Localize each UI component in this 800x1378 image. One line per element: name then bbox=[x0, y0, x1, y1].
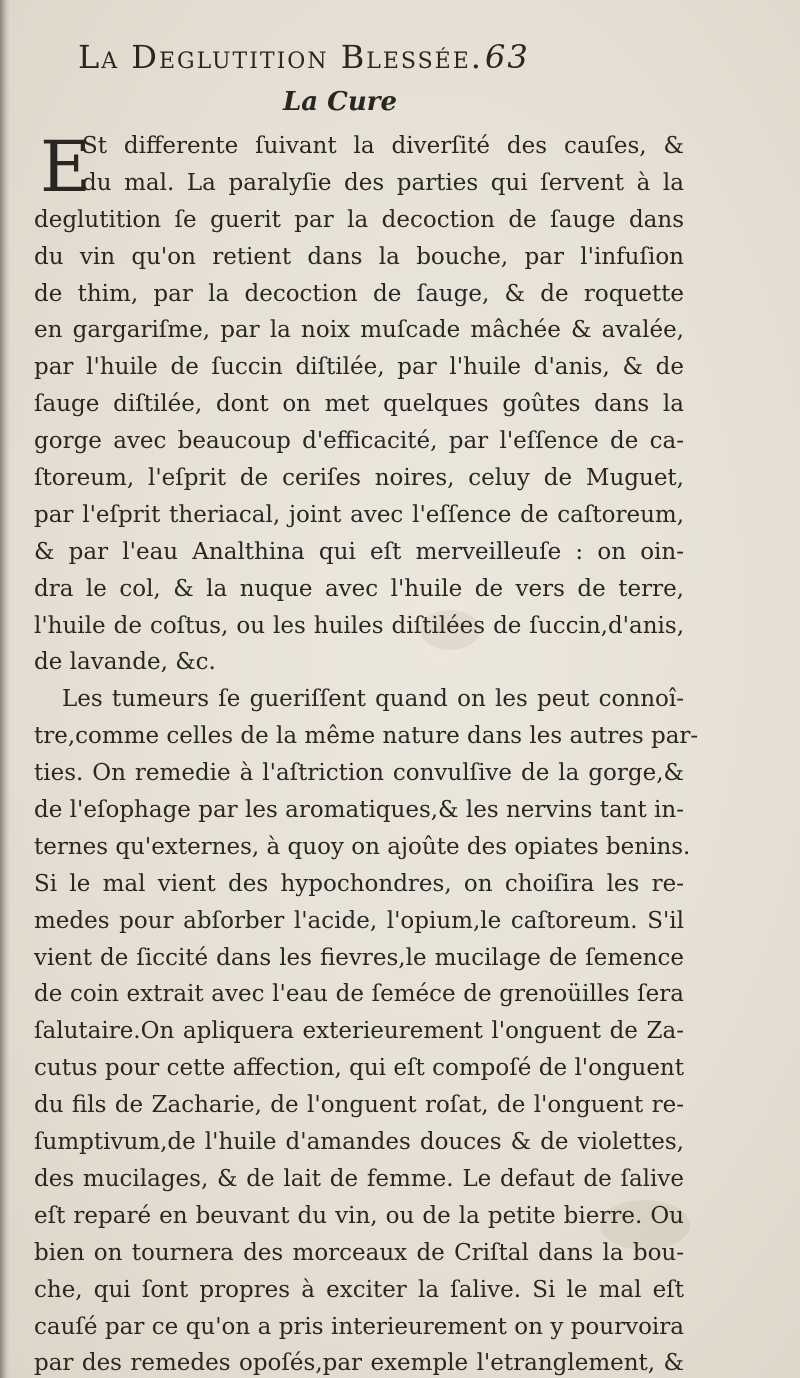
text-line: Les tumeurs ſe gueriſſent quand on les peut connoî- bbox=[62, 686, 684, 713]
page-number: 63 bbox=[484, 38, 530, 76]
text-line: l'huile de coſtus, ou les huiles diſtilées de ſuccin,d'anis, bbox=[34, 612, 684, 639]
text-line: en gargariſme, par la noix muſcade mâchée & avalée, bbox=[34, 317, 684, 344]
text-line: cutus pour cette affection, qui eſt compoſé de l'onguent bbox=[34, 1055, 684, 1082]
drop-cap: E bbox=[40, 126, 92, 208]
text-line: ties. On remedie à l'aſtriction convulſive de la gorge,& bbox=[34, 760, 684, 787]
text-line: par l'huile de ſuccin diſtilée, par l'huile d'anis, & de bbox=[34, 354, 684, 381]
body-text bbox=[34, 126, 699, 1378]
text-line: ſalutaire.On apliquera exterieurement l'onguent de Za- bbox=[34, 1018, 684, 1045]
paragraph-2 bbox=[34, 681, 699, 1378]
section-heading: La Cure bbox=[282, 87, 398, 117]
text-line: du fils de Zacharie, de l'onguent roſat, de l'onguent re- bbox=[34, 1092, 684, 1119]
text-line: Si le mal vient des hypochondres, on choiſira les re- bbox=[34, 870, 684, 897]
text-line: ſumptivum,de l'huile d'amandes douces & de violettes, bbox=[34, 1129, 684, 1156]
text-line: eſt reparé en beuvant du vin, ou de la petite bierre. Ou bbox=[34, 1202, 684, 1229]
page-gutter-shadow bbox=[0, 0, 10, 1378]
text-line: gorge avec beaucoup d'efficacité, par l'eſſence de ca- bbox=[34, 428, 684, 455]
text-line: che, qui ſont propres à exciter la ſalive. Si le mal eſt bbox=[34, 1276, 684, 1303]
text-line: de coin extrait avec l'eau de ſeméce de grenoüilles ſera bbox=[34, 981, 684, 1008]
text-line: medes pour abſorber l'acide, l'opium,le caſtoreum. S'il bbox=[34, 907, 684, 934]
text-line: par l'eſprit theriacal, joint avec l'eſſence de caſtoreum, bbox=[34, 501, 684, 528]
text-line: par des remedes opoſés,par exemple l'etranglement, & bbox=[34, 1350, 684, 1377]
text-line: St differente ſuivant la diverſité des cauſes, & bbox=[82, 133, 684, 159]
text-line: du vin qu'on retient dans la bouche, par l'infuſion bbox=[34, 243, 684, 270]
text-line: & par l'eau Analthina qui eſt merveilleuſe : on oin- bbox=[34, 538, 684, 565]
text-line: du mal. La paralyſie des parties qui ſervent à la bbox=[82, 169, 684, 196]
running-head bbox=[78, 30, 698, 84]
text-line: de lavande, &c. bbox=[34, 649, 216, 676]
text-line: ſtoreum, l'eſprit de ceriſes noires, celuy de Muguet, bbox=[34, 465, 684, 492]
paragraph-1 bbox=[34, 128, 684, 681]
text-line: dra le col, & la nuque avec l'huile de vers de terre, bbox=[34, 575, 684, 602]
text-line: de thim, par la decoction de ſauge, & de roquette bbox=[34, 280, 684, 307]
text-line: de l'eſophage par les aromatiques,& les nervins tant in- bbox=[34, 797, 684, 824]
text-line: ternes qu'externes, à quoy on ajoûte des opiates benins. bbox=[34, 833, 691, 860]
running-title: La Deglutition Blessée. bbox=[78, 38, 483, 76]
text-line: cauſé par ce qu'on a pris interieurement on y pourvoira bbox=[34, 1313, 684, 1340]
text-line: des mucilages, & de lait de femme. Le defaut de ſalive bbox=[34, 1165, 684, 1192]
text-line: ſauge diſtilée, dont on met quelques goûtes dans la bbox=[34, 391, 684, 418]
text-line: vient de ſiccité dans les fievres,le mucilage de ſemence bbox=[34, 944, 684, 971]
text-line: deglutition ſe guerit par la decoction de ſauge dans bbox=[34, 206, 684, 233]
text-line: tre,comme celles de la même nature dans les autres par- bbox=[34, 723, 699, 750]
text-line: bien on tournera des morceaux de Criſtal dans la bou- bbox=[34, 1239, 684, 1266]
